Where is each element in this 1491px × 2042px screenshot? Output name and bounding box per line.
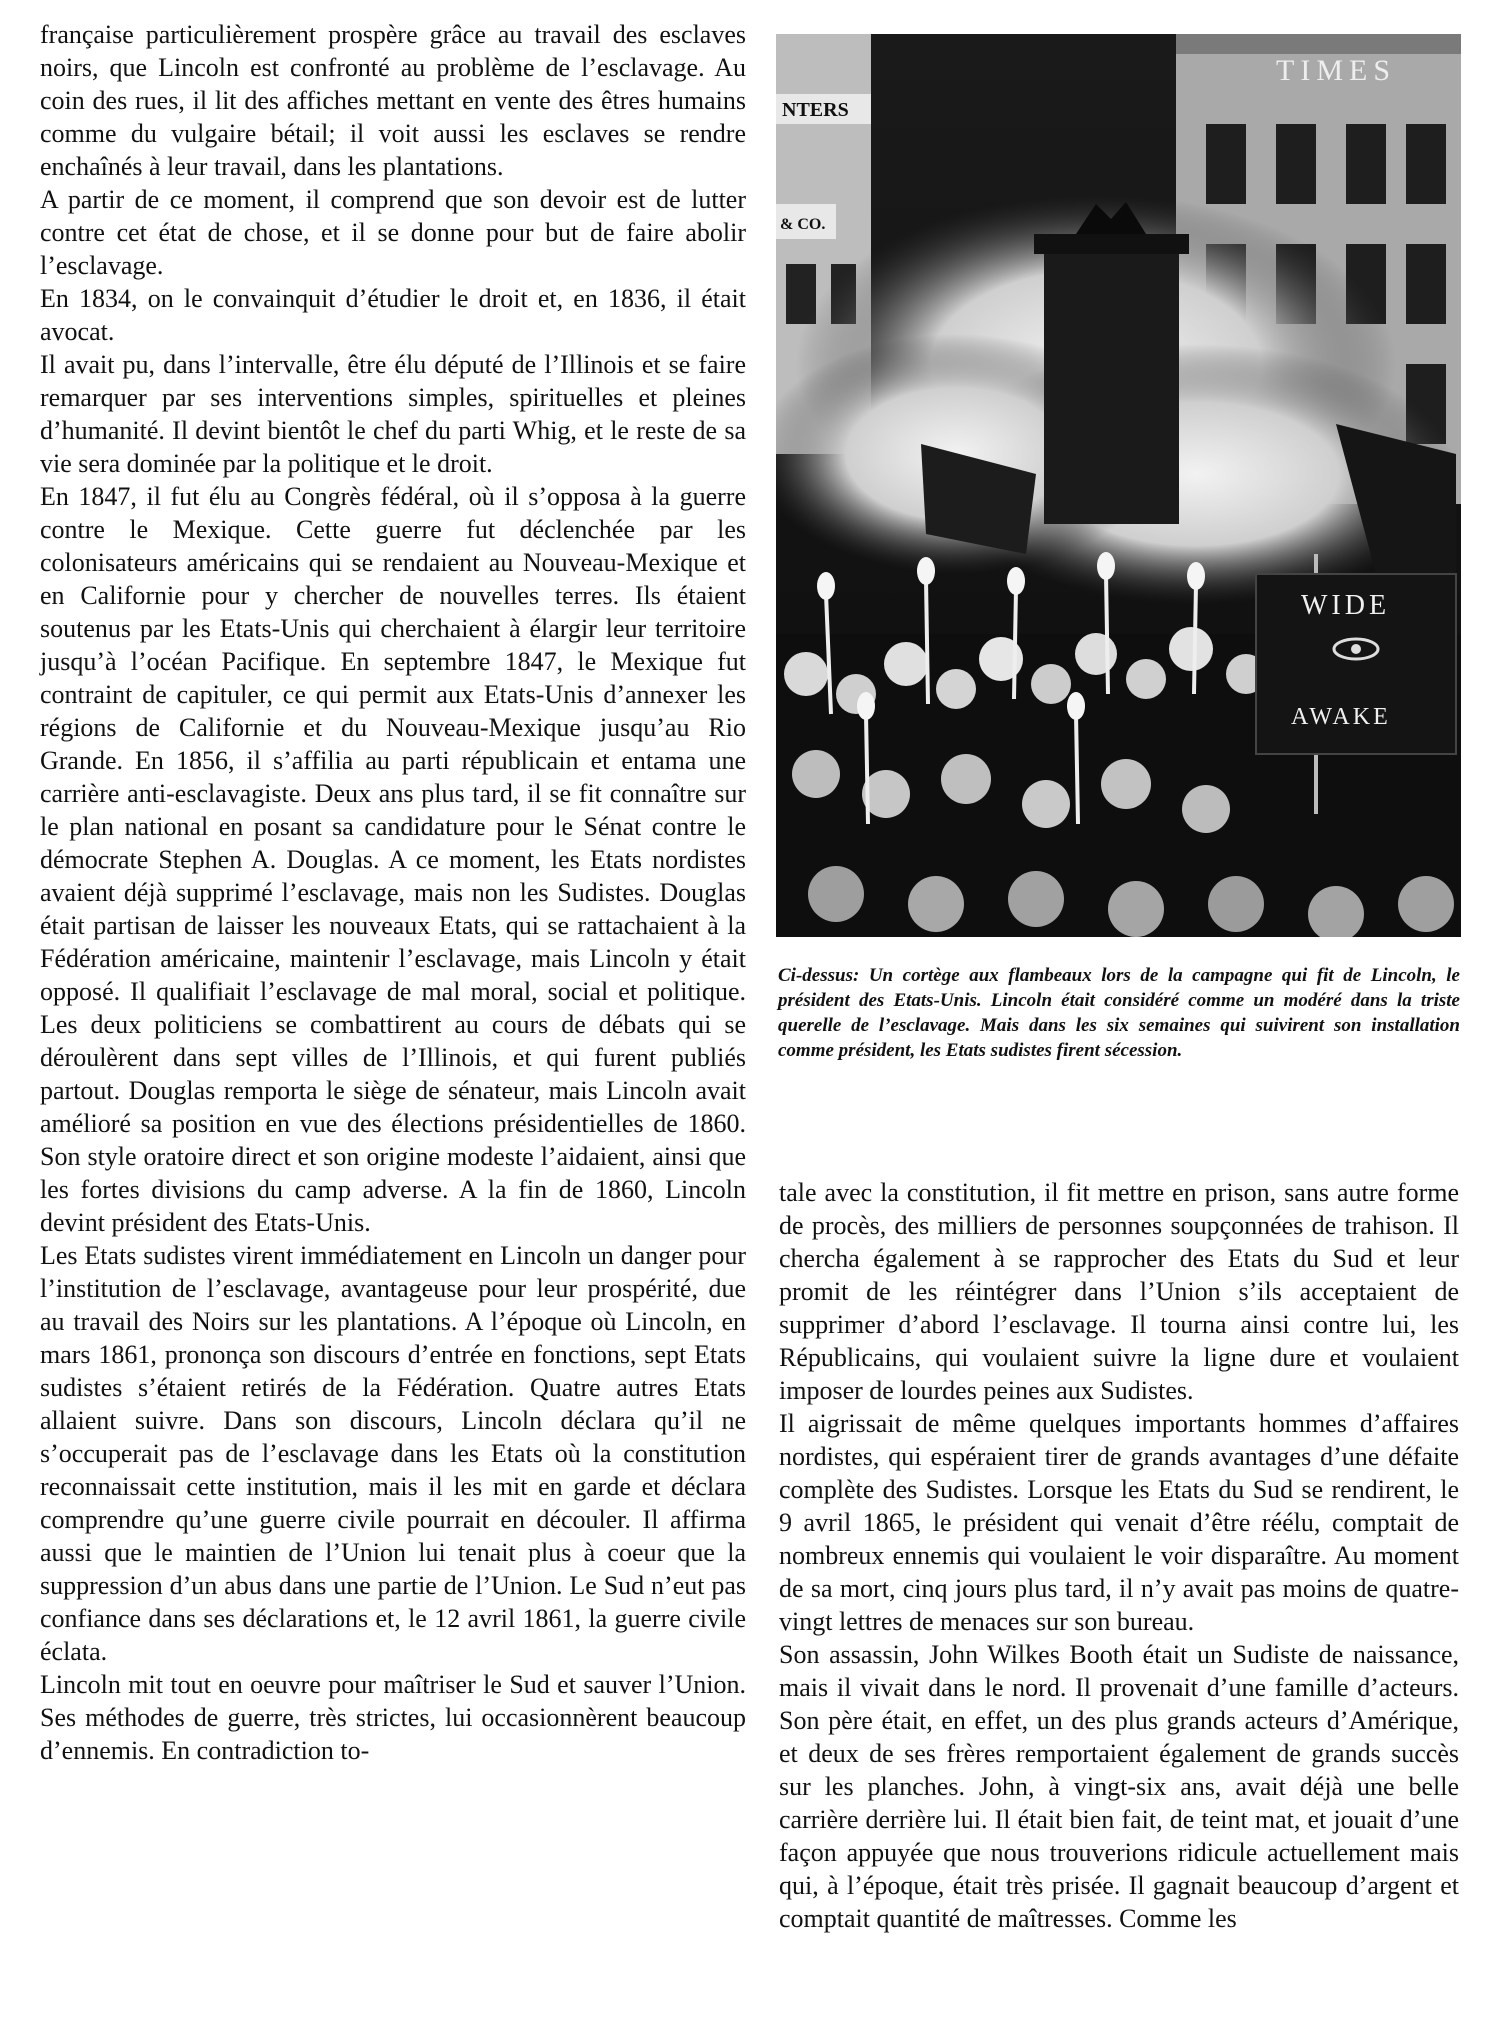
illustration-drawing: [776, 34, 1461, 937]
banner-text: AWAKE: [1291, 704, 1391, 730]
banner-text: WIDE: [1301, 590, 1391, 621]
paragraph: Son assassin, John Wilkes Booth était un Sudiste de naissance, mais il vivait dans le nord. Il provenait d’une famille d’acteurs. Son père était, en effet, un des plus grands acteurs d’Amérique, et deux de ses frères remportaient également de grands succès sur les planches. John, à vingt-six ans, avait déjà une belle carrière derrière lui. Il était bien fait, de teint mat, et jouait d’une façon appuyée que nous trouverions ridicule actuellement mais qui, à l’époque, était très prisée. Il gagnait beaucoup d’argent et comptait quantité de maîtresses. Comme les: [779, 1640, 1459, 1933]
central-monument: [1034, 202, 1189, 524]
paragraph: Il avait pu, dans l’intervalle, être élu député de l’Illinois et se faire remarquer par ses interventions simples, spirituelles et pleines d’humanité. Il devint bientôt le chef du parti Whig, et le reste de sa vie sera dominée par la politique et le droit.: [40, 350, 746, 478]
paragraph: A partir de ce moment, il comprend que son devoir est de lutter contre cet état de chose, et il se donne pour but de faire abolir l’esclavage.: [40, 185, 746, 280]
paragraph: Il aigrissait de même quelques importants hommes d’affaires nordistes, qui espéraient tirer de grands avantages d’une défaite complète des Sudistes. Lorsque les Etats du Sud se rendirent, le 9 avril 1865, le président qui venait d’être réélu, comptait de nombreux ennemis qui voulaient le voir disparaître. Au moment de sa mort, cinq jours plus tard, il n’y avait pas moins de quatre-vingt lettres de menaces sur son bureau.: [779, 1409, 1459, 1636]
article-left-column: [40, 18, 746, 1767]
torchlight-procession-illustration: [776, 34, 1461, 937]
paragraph: En 1847, il fut élu au Congrès fédéral, où il s’opposa à la guerre contre le Mexique. Cette guerre fut déclenchée par les colonisateurs américains qui se rendaient au Nouveau-Mexique et en Californie pour y chercher de nouvelles terres. Ils étaient soutenus par les Etats-Unis qui cherchaient à élargir leur territoire jusqu’à l’océan Pacifique. En septembre 1847, le Mexique fut contraint de capituler, ce qui permit aux Etats-Unis d’annexer les régions de Californie et du Nouveau-Mexique jusqu’au Rio Grande. En 1856, il s’affilia au parti républicain et entama une carrière anti-esclavagiste. Deux ans plus tard, il se fit connaître sur le plan national en posant sa candidature pour le Sénat contre le démocrate Stephen A. Douglas. A ce moment, les Etats nordistes avaient déjà supprimé l’esclavage, mais non les Sudistes. Douglas était partisan de laisser les nouveaux Etats, qui se rattachaient à la Fédération américaine, maintenir l’esclavage, mais Lincoln y était opposé. Il qualifiait l’esclavage de mal moral, social et politique. Les deux politiciens se combattirent au cours de débats qui se déroulèrent dans sept villes de l’Illinois, et qui furent publiés partout. Douglas remporta le siège de sénateur, mais Lincoln avait amélioré sa position en vue des élections présidentielles de 1860. Son style oratoire direct et son origine modeste l’aidaient, ainsi que les fortes divisions du camp adverse. A la fin de 1860, Lincoln devint président des Etats-Unis.: [40, 482, 746, 1237]
building-sign-text: NTERS: [782, 99, 849, 121]
caption-text: Ci-dessus: Un cortège aux flambeaux lors de la campagne qui fit de Lincoln, le président des Etats-Unis. Lincoln était considéré comme un modéré dans la triste querelle de l’esclavage. Mais dans les six semaines qui suivirent son installation comme président, les Etats sudistes firent sécession.: [778, 965, 1460, 1061]
building-sign-text: & CO.: [780, 216, 826, 233]
building-sign-text: TIMES: [1276, 54, 1396, 87]
paragraph: En 1834, on le convainquit d’étudier le droit et, en 1836, il était avocat.: [40, 284, 746, 346]
paragraph: Lincoln mit tout en oeuvre pour maîtriser le Sud et sauver l’Union. Ses méthodes de guerre, très strictes, lui occasionnèrent beaucoup d’ennemis. En contradiction to-: [40, 1670, 746, 1765]
figure-caption: [778, 963, 1460, 1063]
paragraph: française particulièrement prospère grâce au travail des esclaves noirs, que Lincoln est confronté au problème de l’esclavage. Au coin des rues, il lit des affiches mettant en vente des êtres humains comme du vulgaire bétail; il voit aussi les esclaves se rendre enchaînés à leur travail, dans les plantations.: [40, 20, 746, 181]
article-right-column: [779, 1176, 1459, 1935]
paragraph: tale avec la constitution, il fit mettre en prison, sans autre forme de procès, des milliers de personnes soupçonnées de trahison. Il chercha également à se rapprocher des Etats du Sud et leur promit de les réintégrer dans l’Union s’ils acceptaient de supprimer d’abord l’esclavage. Il tourna ainsi contre lui, les Républicains, qui voulaient suivre la ligne dure et voulaient imposer de lourdes peines aux Sudistes.: [779, 1178, 1459, 1405]
paragraph: Les Etats sudistes virent immédiatement en Lincoln un danger pour l’institution de l’esclavage, avantageuse pour leur prospérité, due au travail des Noirs sur les plantations. A l’époque où Lincoln, en mars 1861, prononça son discours d’entrée en fonctions, sept Etats sudistes s’étaient retirés de la Fédération. Quatre autres Etats allaient suivre. Dans son discours, Lincoln déclara qu’il ne s’occuperait pas de l’esclavage dans les Etats où la constitution reconnaissait cette institution, mais il les mit en garde et déclara comprendre qu’une guerre civile pourrait en découler. Il affirma aussi que le maintien de l’Union lui tenait plus à coeur que la suppression d’un abus dans une partie de l’Union. Le Sud n’eut pas confiance dans ses déclarations et, le 12 avril 1861, la guerre civile éclata.: [40, 1241, 746, 1666]
